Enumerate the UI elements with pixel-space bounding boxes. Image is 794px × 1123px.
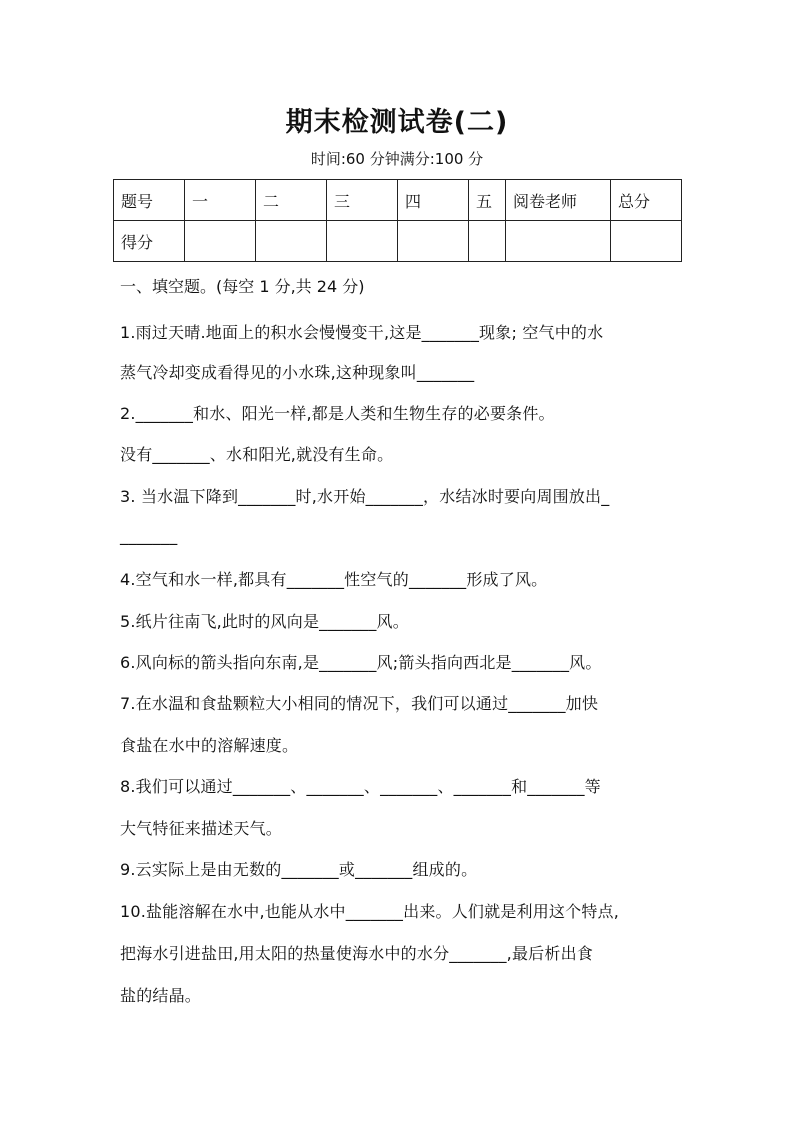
- question-10-line-1: 10.盐能溶解在水中,也能从水中_______出来。人们就是利用这个特点,: [120, 902, 620, 921]
- header-cell-part-5: 五: [469, 180, 506, 221]
- question-4-line: 4.空气和水一样,都具有_______性空气的_______形成了风。: [120, 570, 548, 589]
- exam-time-score: 时间:60 分钟满分:100 分: [310, 150, 484, 168]
- question-7-line-2: 食盐在水中的溶解速度。: [120, 736, 299, 755]
- header-cell-total: 总分: [611, 180, 682, 221]
- question-5-line: 5.纸片往南飞,此时的风向是_______风。: [120, 612, 409, 631]
- score-cell[interactable]: [469, 221, 506, 262]
- score-table-header-row: [114, 180, 682, 221]
- question-10-line-3: 盐的结晶。: [120, 986, 202, 1005]
- header-cell-part-3: 三: [327, 180, 398, 221]
- header-cell-part-4: 四: [398, 180, 469, 221]
- section-heading-fill-in: 一、填空题。(每空 1 分,共 24 分): [120, 277, 365, 296]
- question-8-line-2: 大气特征来描述天气。: [120, 819, 283, 838]
- score-cell[interactable]: [611, 221, 682, 262]
- score-cell[interactable]: [398, 221, 469, 262]
- question-2-line-1: 2._______和水、阳光一样,都是人类和生物生存的必要条件。: [120, 404, 555, 423]
- question-6-line: 6.风向标的箭头指向东南,是_______风;箭头指向西北是_______风。: [120, 653, 602, 672]
- page-title: 期末检测试卷(二): [285, 107, 509, 138]
- score-row-label: 得分: [114, 221, 185, 262]
- header-cell-grader: 阅卷老师: [506, 180, 611, 221]
- score-table-score-row: [114, 221, 682, 262]
- question-10-line-2: 把海水引进盐田,用太阳的热量使海水中的水分_______,最后析出食: [120, 944, 593, 963]
- header-cell-question-number: 题号: [114, 180, 185, 221]
- score-cell[interactable]: [327, 221, 398, 262]
- question-8-line-1: 8.我们可以通过_______、_______、_______、_______和_______等: [120, 777, 601, 796]
- header-cell-part-1: 一: [185, 180, 256, 221]
- score-cell[interactable]: [256, 221, 327, 262]
- question-2-line-2: 没有_______、水和阳光,就没有生命。: [120, 445, 394, 464]
- question-3-line-2: _______: [120, 526, 178, 545]
- score-cell[interactable]: [185, 221, 256, 262]
- score-cell[interactable]: [506, 221, 611, 262]
- question-1-line-1: 1.雨过天晴.地面上的积水会慢慢变干,这是_______现象; 空气中的水: [120, 323, 604, 342]
- question-3-line-1: 3. 当水温下降到_______时,水开始_______，水结冰时要向周围放出_: [120, 487, 610, 506]
- score-table: [113, 179, 682, 262]
- question-9-line: 9.云实际上是由无数的_______或_______组成的。: [120, 860, 478, 879]
- question-1-line-2: 蒸气冷却变成看得见的小水珠,这种现象叫_______: [120, 363, 475, 382]
- question-7-line-1: 7.在水温和食盐颗粒大小相同的情况下，我们可以通过_______加快: [120, 694, 599, 713]
- header-cell-part-2: 二: [256, 180, 327, 221]
